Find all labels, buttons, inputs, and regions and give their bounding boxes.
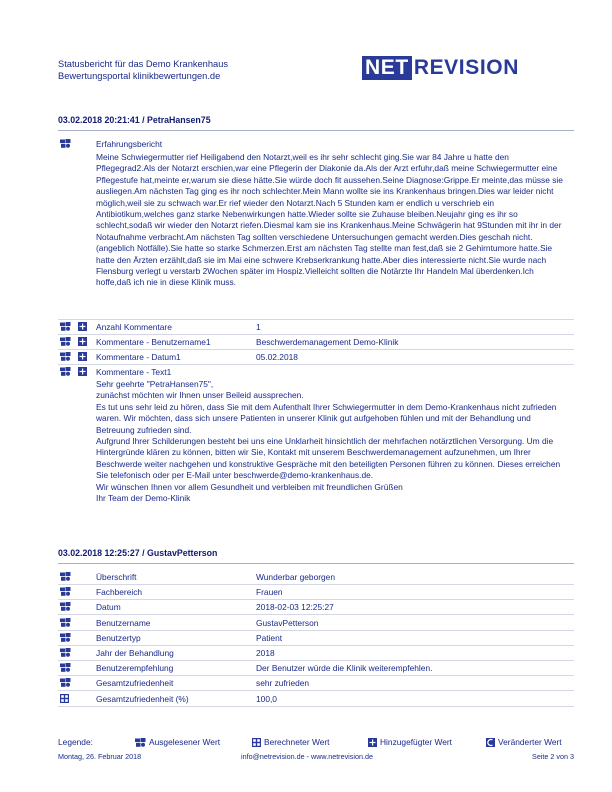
calculated-value-icon	[252, 738, 261, 747]
table-row	[58, 677, 574, 691]
row-label: Anzahl Kommentare	[96, 322, 172, 332]
read-value-icon	[135, 738, 146, 747]
read-value-icon	[60, 352, 71, 361]
section-divider	[58, 130, 574, 131]
report-row	[58, 138, 574, 320]
read-value-icon	[60, 367, 71, 376]
report-text: Meine Schwiegermutter rief Heiligabend den Notarzt,weil es ihr sehr schlecht ging.Sie war 84 Jahre u hatte den Pflegegrad2.Als der Notarzt erschien,war eine Pflegerin der Diakonie da.Als der Arzt erfuhr,daß meine Schwiegermutter eine Pflegestufe hat,meinte er,warum sie diese hätte.Sie würde doch fit aussehen.Seine Diagnose:Grippe.Er meinte,das müsse sie ausliegen.Am nächsten Tag ging es ihr noch schlechter.Mein Mann wollte sie ins Krankenhaus bringen.Dies war leider nicht möglich,weil sie zu schwach war.Er rief wieder den Notarzt.Nach 5 Stunden kam er endlich u verschrieb ein Antibiotikum,welches ganz starke Nebenwirkungen hatte.Wieder sollte sie Zuhause bleiben.Neujahr ging es ihr so schlecht,sodaß wir wieder den Notarzt riefen.Diesmal kam sie ins Krankenhaus.Meine Schwägerin hat 9Stunden mit ihr in der Notaufnahme verbracht.Am nächsten Tag sollten verschiedene Untersuchungen gemacht werden.Dies geschah nicht.(angeblich Notfälle).Sie hatte so starke Schmerzen.Erst am nächsten Tag stellte man fest,daß sie 2 Gehirntumore hatte.Sie hatte den Ärzten erzählt,daß sie im Mai eine schwere Krebserkrankung hatte.Aber dies interessierte nicht.Sie wurde nach Flensburg verlegt u verstarb 2Wochen später im Hospiz.Vielleicht sollten die Notärzte Ihr Handeln Mal überdenken.Ich hoffe,daß ich nie in diese Klinik muss.	[96, 152, 563, 288]
table-row	[58, 321, 574, 335]
read-value-icon	[60, 678, 71, 687]
footer-contact: info@netrevision.de - www.netrevision.de	[241, 752, 373, 761]
table-row	[58, 693, 574, 707]
row-label: Erfahrungsbericht	[96, 139, 163, 149]
row-label: Überschrift	[96, 572, 137, 582]
legend	[58, 736, 574, 748]
read-value-icon	[60, 139, 71, 148]
legend-added-label: Hinzugefügter Wert	[380, 737, 452, 747]
comment-line: Es tut uns sehr leid zu hören, dass Sie mit dem Aufenthalt Ihrer Schwiegermutter in dem Demo-Krankenhaus nicht zufrieden waren. Wir möchten, dass sich unsere Patienten in unserer Klinik gut aufgehoben fühlen und mit der Behandlung und Betreuung zufrieden sind.	[96, 401, 557, 435]
logo-part-revision: REVISION	[413, 56, 519, 79]
legend-read	[135, 736, 220, 748]
legend-calc-label: Berechneter Wert	[264, 737, 330, 747]
row-label: Fachbereich	[96, 587, 143, 598]
table-row	[58, 571, 574, 585]
comment-line: Sehr geehrte "PetraHansen75",	[96, 379, 214, 389]
entry-title: 03.02.2018 20:21:41 / PetraHansen75	[58, 115, 211, 125]
read-value-icon	[60, 337, 71, 346]
table-row	[58, 351, 574, 365]
row-label: Benutzername	[96, 617, 151, 628]
row-label: Gesamtzufriedenheit (%)	[96, 693, 189, 704]
read-value-icon	[60, 648, 71, 657]
legend-read-label: Ausgelesener Wert	[149, 737, 221, 747]
report-subtitle: Bewertungsportal klinikbewertungen.de	[58, 71, 221, 81]
table-row	[58, 647, 574, 661]
row-label: Gesamtzufriedenheit	[96, 678, 174, 689]
table-row	[58, 601, 574, 615]
comment-line: Ihr Team der Demo-Klinik	[96, 493, 191, 504]
legend-calc	[252, 736, 329, 748]
entry-title: 03.02.2018 12:25:27 / GustavPetterson	[58, 548, 218, 558]
report-title: Statusbericht für das Demo Krankenhaus	[58, 59, 229, 69]
footer-page-number: Seite 2 von 3	[532, 752, 574, 761]
row-value: Wunderbar geborgen	[256, 572, 335, 582]
row-value: 1	[256, 322, 261, 332]
footer-date: Montag, 26. Februar 2018	[58, 752, 142, 761]
row-label: Jahr der Behandlung	[96, 648, 174, 658]
row-value: Patient	[256, 632, 283, 643]
logo-part-net: NET	[362, 56, 412, 80]
row-label: Datum	[96, 602, 121, 613]
table-row	[58, 662, 574, 676]
legend-modified-label: Veränderter Wert	[498, 737, 562, 747]
legend-title: Legende:	[58, 737, 93, 747]
netrevision-logo	[362, 56, 572, 80]
legend-added	[368, 736, 452, 748]
row-value: Frauen	[256, 587, 283, 598]
section-divider	[58, 563, 574, 564]
modified-value-icon	[486, 738, 495, 747]
read-value-icon	[60, 322, 71, 331]
row-label: Benutzerempfehlung	[96, 663, 174, 674]
row-value: 2018-02-03 12:25:27	[256, 602, 334, 613]
read-value-icon	[60, 587, 71, 596]
row-value: 2018	[256, 648, 275, 658]
row-value: sehr zufrieden	[256, 678, 310, 689]
read-value-icon	[60, 572, 71, 581]
comment-line: zunächst möchten wir Ihnen unser Beileid aussprechen.	[96, 390, 304, 401]
comment-line: Aufgrund Ihrer Schilderungen besteht bei uns eine Unklarheit hinsichtlich der mehrfachen notärztlichen Versorgung. Um die Hintergründe klären zu können, bitten wir Sie, Kontakt mit unserem Beschwerdemanagement aufzunehmen, um Ihrer Beschwerde weiter nachgehen und konstruktive Gespräche mit den beteiligten Personen führen zu können. Dieses erreichen Sie telefonisch oder per E-Mail unter beschwerde@demo-krankenhaus.de.	[96, 436, 561, 481]
row-value: GustavPetterson	[256, 617, 319, 628]
legend-modified	[486, 736, 562, 748]
row-value: 100,0	[256, 693, 277, 704]
comment-text	[96, 379, 568, 504]
added-value-icon	[78, 352, 87, 361]
report-header	[58, 58, 574, 92]
row-icons	[58, 138, 96, 150]
row-value: 05.02.2018	[256, 352, 298, 362]
added-value-icon	[368, 738, 377, 747]
row-label: Benutzertyp	[96, 632, 141, 643]
row-value: Beschwerdemanagement Demo-Klinik	[256, 337, 399, 347]
row-label: Kommentare - Text1	[96, 367, 172, 377]
read-value-icon	[60, 618, 71, 627]
table-row	[58, 632, 574, 646]
added-value-icon	[78, 337, 87, 346]
table-row	[58, 617, 574, 631]
row-value: Der Benutzer würde die Klinik weiterempfehlen.	[256, 663, 433, 674]
row-label: Kommentare - Datum1	[96, 352, 181, 362]
comment-line: Wir wünschen Ihnen vor allem Gesundheit und verbleiben mit freundlichen Grüßen	[96, 481, 403, 492]
calculated-value-icon	[60, 694, 69, 703]
read-value-icon	[60, 663, 71, 672]
comment-row	[58, 366, 574, 526]
table-row	[58, 336, 574, 350]
row-label: Kommentare - Benutzername1	[96, 337, 211, 347]
table-row	[58, 586, 574, 600]
read-value-icon	[60, 602, 71, 611]
read-value-icon	[60, 633, 71, 642]
added-value-icon	[78, 367, 87, 376]
added-value-icon	[78, 322, 87, 331]
